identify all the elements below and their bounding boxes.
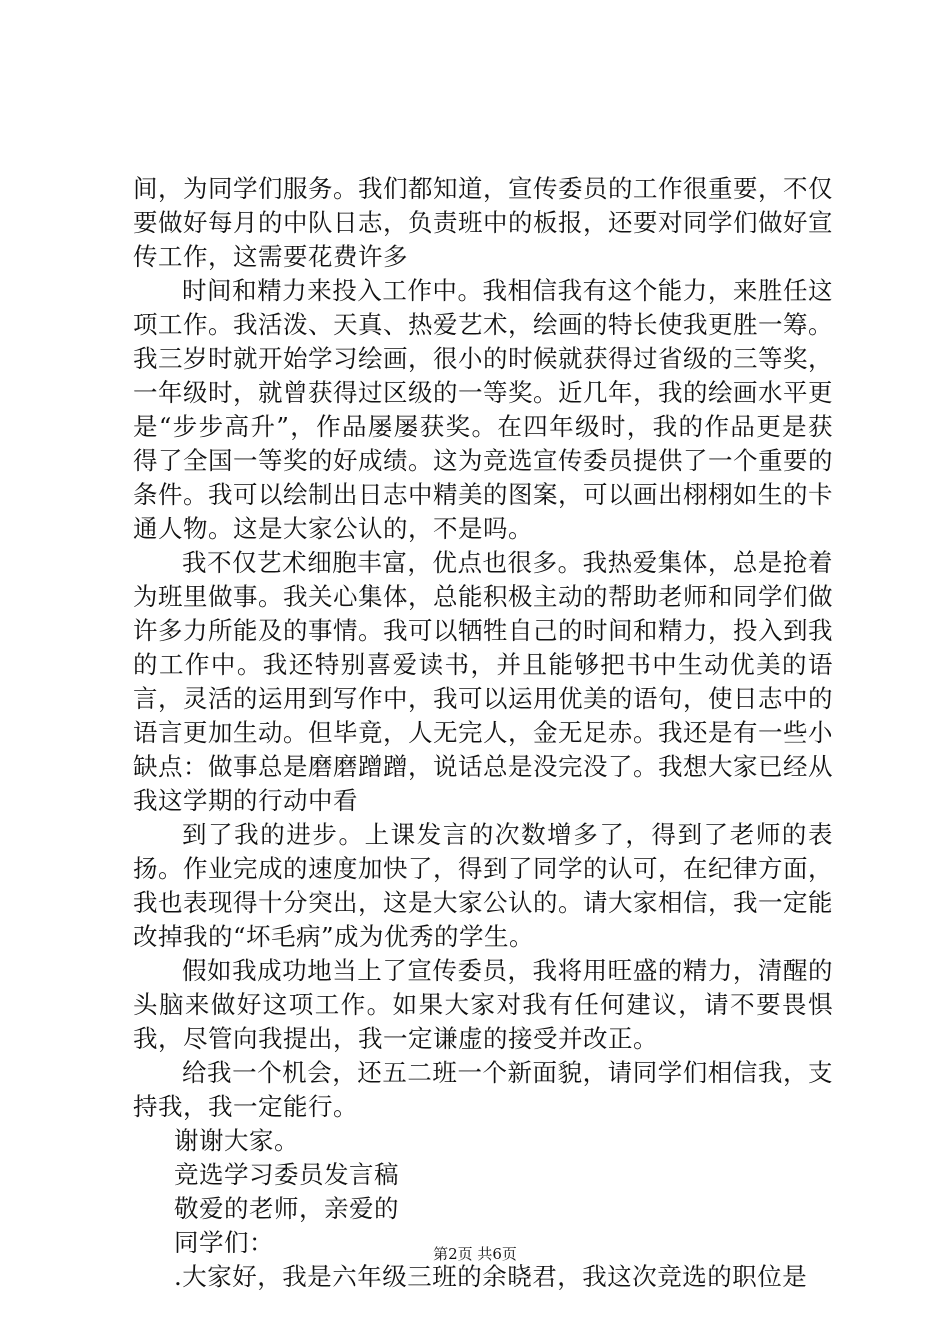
speech-title: 竞选学习委员发言稿 (174, 1160, 399, 1189)
paragraph: 谢谢大家。 (174, 1126, 299, 1155)
paragraph: 给我一个机会，还五二班一个新面貌，请同学们相信我，支持我，我一定能行。 (133, 1058, 833, 1121)
paragraph: 我不仅艺术细胞丰富，优点也很多。我热爱集体，总是抢着为班里做事。我关心集体，总能积极主动的帮助老师和同学们做许多力所能及的事情。我可以牺牲自己的时间和精力，投入到我的工作中。我还特别喜爱读书，并且能够把书中生动优美的语言，灵活的运用到写作中，我可以运用优美的语句，使日志中的语言更加生动。但毕竟，人无完人，金无足赤。我还是有一些小缺点：做事总是磨磨蹭蹭，说话总是没完没了。我想大家已经从我这学期的行动中看 (133, 548, 833, 815)
paragraph: 间，为同学们服务。我们都知道，宣传委员的工作很重要，不仅要做好每月的中队日志，负责班中的板报，还要对同学们做好宣传工作，这需要花费许多 (133, 174, 833, 271)
paragraph: 到了我的进步。上课发言的次数增多了，得到了老师的表扬。作业完成的速度加快了，得到了同学的认可，在纪律方面，我也表现得十分突出，这是大家公认的。请大家相信，我一定能改掉我的“坏毛病”成为优秀的学生。 (133, 820, 833, 951)
salutation: 同学们： (174, 1228, 274, 1257)
salutation: 敬爱的老师，亲爱的 (174, 1194, 399, 1223)
page-footer: 第2页 共6页 (433, 1245, 517, 1263)
paragraph: 假如我成功地当上了宣传委员，我将用旺盛的精力，清醒的头脑来做好这项工作。如果大家对我有任何建议，请不要畏惧我，尽管向我提出，我一定谦虚的接受并改正。 (133, 956, 833, 1053)
document-body (133, 172, 833, 1294)
paragraph: .大家好，我是六年级三班的余晓君，我这次竞选的职位是 (174, 1262, 808, 1291)
paragraph: 时间和精力来投入工作中。我相信我有这个能力，来胜任这项工作。我活泼、天真、热爱艺术，绘画的特长使我更胜一筹。我三岁时就开始学习绘画，很小的时候就获得过省级的三等奖，一年级时，就曾获得过区级的一等奖。近几年，我的绘画水平更是“步步高升”，作品屡屡获奖。在四年级时，我的作品更是获得了全国一等奖的好成绩。这为竞选宣传委员提供了一个重要的条件。我可以绘制出日志中精美的图案，可以画出栩栩如生的卡通人物。这是大家公认的，不是吗。 (133, 276, 833, 543)
